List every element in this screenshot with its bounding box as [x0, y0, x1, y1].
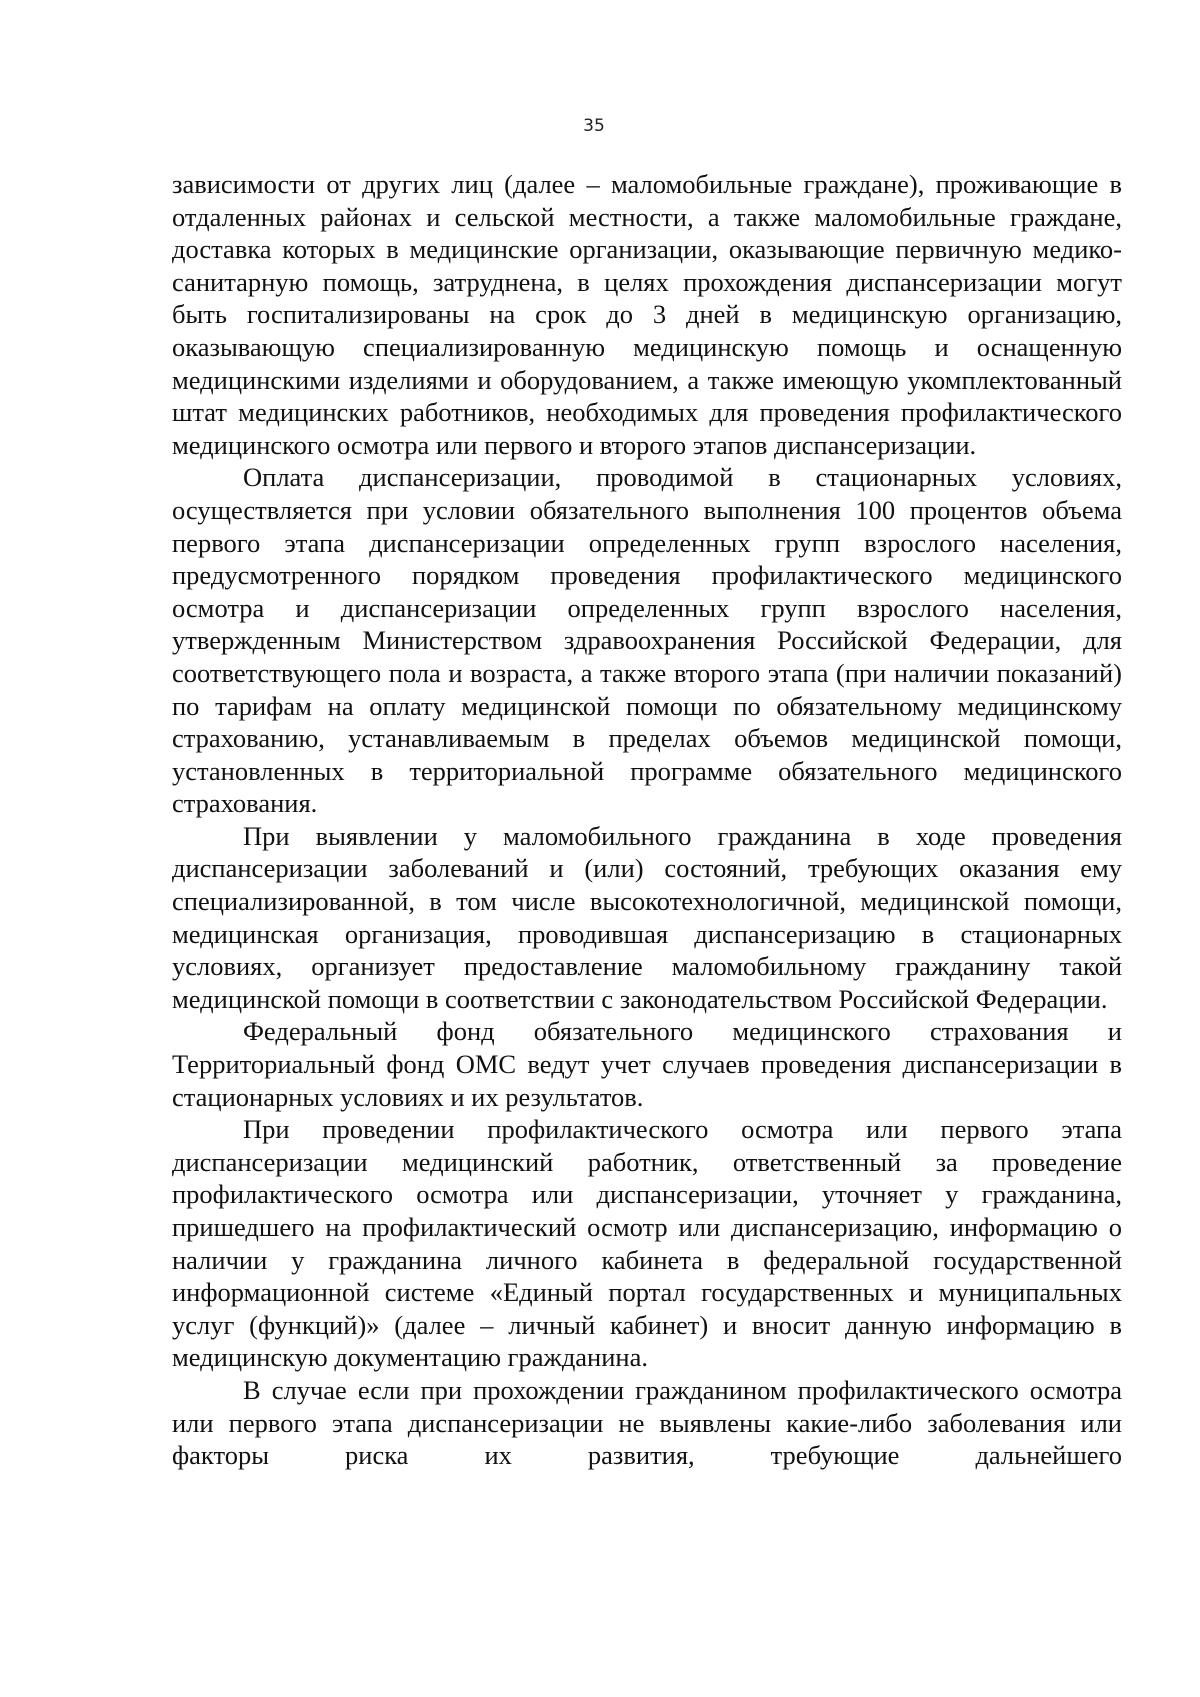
paragraph-payment: Оплата диспансеризации, проводимой в стационарных условиях, осуществляется при условии обязательного выполнения 100 процентов объема первого этапа диспансеризации определенных групп взрослого населения, предусмотренного порядком проведения профилактического медицинского осмотра и диспансеризации определенных групп взрослого населения, утвержденным Министерством здравоохранения Российской Федерации, для соответствующего пола и возраста, а также второго этапа (при наличии показаний) по тарифам на оплату медицинской помощи по обязательному медицинскому страхованию, устанавливаемым в пределах объемов медицинской помощи, установленных в территориальной программе обязательного медицинского страхования. [172, 462, 1122, 819]
paragraph-personal-account: При проведении профилактического осмотра или первого этапа диспансеризации медицинский работник, ответственный за проведение профилактического осмотра или диспансеризации, уточняет у гражданина, пришедшего на профилактический осмотр или диспансеризацию, информацию о наличии у гражданина личного кабинета в федеральной государственной информационной системе «Единый портал государственных и муниципальных услуг (функций)» (далее – личный кабинет) и вносит данную информацию в медицинскую документацию гражданина. [172, 1114, 1122, 1373]
paragraph-no-findings: В случае если при прохождении гражданином профилактического осмотра или первого этапа диспансеризации не выявлены какие-либо заболевания или факторы риска их развития, требующие дальнейшего [172, 1374, 1122, 1471]
paragraph-accounting: Федеральный фонд обязательного медицинского страхования и Территориальный фонд ОМС ведут учет случаев проведения диспансеризации в стационарных условиях и их результатов. [172, 1016, 1122, 1112]
document-body [172, 168, 1122, 1472]
page-number: 35 [583, 116, 605, 136]
paragraph-continuation: зависимости от других лиц (далее – маломобильные граждане), проживающие в отдаленных районах и сельской местности, а также маломобильные граждане, доставка которых в медицинские организации, оказывающие первичную медико-санитарную помощь, затруднена, в целях прохождения диспансеризации могут быть госпитализированы на срок до 3 дней в медицинскую организацию, оказывающую специализированную медицинскую помощь и оснащенную медицинскими изделиями и оборудованием, а также имеющую укомплектованный штат медицинских работников, необходимых для проведения профилактического медицинского осмотра или первого и второго этапов диспансеризации. [172, 169, 1122, 460]
paragraph-detection: При выявлении у маломобильного гражданина в ходе проведения диспансеризации заболеваний и (или) состояний, требующих оказания ему специализированной, в том числе высокотехнологичной, медицинской помощи, медицинская организация, проводившая диспансеризацию в стационарных условиях, организует предоставление маломобильному гражданину такой медицинской помощи в соответствии с законодательством Российской Федерации. [172, 820, 1122, 1014]
